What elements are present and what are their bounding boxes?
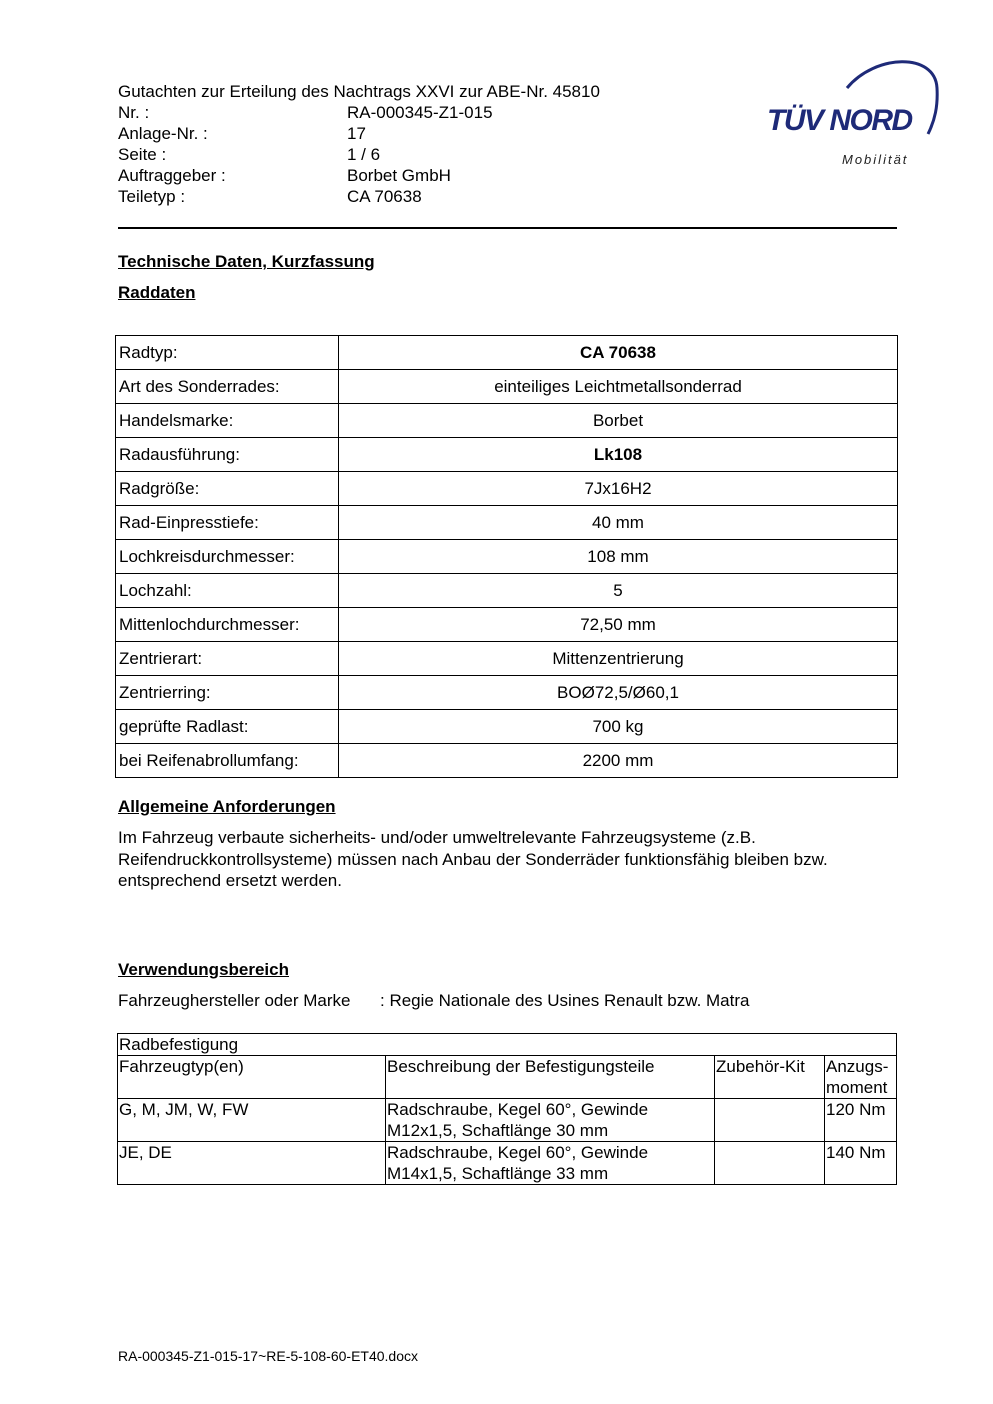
- header-label: Auftraggeber :: [118, 166, 226, 185]
- wheel-label: Lochkreisdurchmesser:: [116, 540, 339, 574]
- wheel-value: CA 70638: [339, 336, 898, 370]
- cell-kit: [715, 1142, 825, 1185]
- wheel-label: Zentrierart:: [116, 642, 339, 676]
- heading-allgemein: Allgemeine Anforderungen: [118, 797, 336, 816]
- wheel-value: einteiliges Leichtmetallsonderrad: [339, 370, 898, 404]
- table-row: [116, 404, 898, 438]
- paragraph-line: Im Fahrzeug verbaute sicherheits- und/oder umweltrelevante Fahrzeugsysteme (z.B.: [118, 828, 756, 847]
- table-row: [118, 1034, 897, 1056]
- wheel-label: Mittenlochdurchmesser:: [116, 608, 339, 642]
- wheel-value: 72,50 mm: [339, 608, 898, 642]
- logo-brand: TÜV NORD: [767, 104, 912, 137]
- header-label: Teiletyp :: [118, 187, 186, 206]
- cell-kit: [715, 1099, 825, 1142]
- wheel-value: Borbet: [339, 404, 898, 438]
- header-row-nr: [118, 102, 600, 123]
- wheel-value: 700 kg: [339, 710, 898, 744]
- header-row-anlage: [118, 123, 600, 144]
- wheel-value: Mittenzentrierung: [339, 642, 898, 676]
- verwendung-value: : Regie Nationale des Usines Renault bzw. Matra: [380, 991, 750, 1010]
- wheel-label: Art des Sonderrades:: [116, 370, 339, 404]
- header-row-auftraggeber: [118, 165, 600, 186]
- cell-moment: 140 Nm: [825, 1142, 897, 1185]
- table-row: [116, 642, 898, 676]
- column-header: Fahrzeugtyp(en): [118, 1056, 386, 1099]
- wheel-label: geprüfte Radlast:: [116, 710, 339, 744]
- cell-moment: 120 Nm: [825, 1099, 897, 1142]
- header-value: 17: [347, 124, 366, 143]
- header-label: Seite :: [118, 145, 167, 164]
- table-row: [116, 540, 898, 574]
- header-title: Gutachten zur Erteilung des Nachtrags XXVI zur ABE-Nr. 45810: [118, 82, 600, 101]
- footer-filename: RA-000345-Z1-015-17~RE-5-108-60-ET40.docx: [118, 1348, 418, 1364]
- wheel-value: BOØ72,5/Ø60,1: [339, 676, 898, 710]
- table-row: [116, 574, 898, 608]
- wheel-value: 108 mm: [339, 540, 898, 574]
- document-header: [118, 81, 600, 207]
- wheel-value: 7Jx16H2: [339, 472, 898, 506]
- heading-verwendung: Verwendungsbereich: [118, 960, 289, 979]
- paragraph-line: Reifendruckkontrollsysteme) müssen nach Anbau der Sonderräder funktionsfähig bleiben bzw.: [118, 849, 828, 869]
- table-row: [116, 744, 898, 778]
- wheel-label: Radgröße:: [116, 472, 339, 506]
- paragraph-line: entsprechend ersetzt werden.: [118, 871, 342, 890]
- table-row: [116, 370, 898, 404]
- wheel-value: 2200 mm: [339, 744, 898, 778]
- table-row: [116, 506, 898, 540]
- header-label: Nr. :: [118, 103, 150, 122]
- wheel-value: 40 mm: [339, 506, 898, 540]
- verwendung-label: Fahrzeughersteller oder Marke: [118, 991, 351, 1010]
- cell-line: M14x1,5, Schaftlänge 33 mm: [387, 1164, 609, 1183]
- table-row: [116, 472, 898, 506]
- cell-typ: JE, DE: [118, 1142, 386, 1185]
- table-row: [116, 676, 898, 710]
- table-header-row: [118, 1056, 897, 1099]
- wheel-label: bei Reifenabrollumfang:: [116, 744, 339, 778]
- table-row: [118, 1142, 897, 1185]
- header-value: Borbet GmbH: [347, 166, 451, 185]
- header-line: moment: [826, 1078, 888, 1097]
- table-row: [116, 336, 898, 370]
- column-header: Beschreibung der Befestigungsteile: [386, 1056, 715, 1099]
- header-value: 1 / 6: [347, 145, 381, 164]
- cell-line: M12x1,5, Schaftlänge 30 mm: [387, 1121, 609, 1140]
- cell-beschreibung: [386, 1099, 715, 1142]
- table-row: [116, 710, 898, 744]
- verwendung-line: [118, 991, 749, 1011]
- heading-raddaten: Raddaten: [118, 283, 196, 302]
- logo-subtitle: Mobilität: [842, 152, 909, 167]
- wheel-label: Zentrierring:: [116, 676, 339, 710]
- wheel-label: Handelsmarke:: [116, 404, 339, 438]
- wheel-value: 5: [339, 574, 898, 608]
- wheel-label: Radtyp:: [116, 336, 339, 370]
- header-label: Anlage-Nr. :: [118, 124, 208, 143]
- wheel-value: Lk108: [339, 438, 898, 472]
- cell-typ: G, M, JM, W, FW: [118, 1099, 386, 1142]
- radbefestigung-table: [117, 1033, 897, 1185]
- header-value: RA-000345-Z1-015: [347, 103, 493, 122]
- wheel-label: Rad-Einpresstiefe:: [116, 506, 339, 540]
- allgemein-paragraph: [118, 827, 908, 892]
- table-row: [118, 1099, 897, 1142]
- header-line: Anzugs-: [826, 1057, 889, 1076]
- wheel-data-table: [115, 335, 898, 778]
- table-title: Radbefestigung: [118, 1034, 897, 1056]
- cell-line: Radschraube, Kegel 60°, Gewinde: [387, 1100, 649, 1119]
- heading-tech: Technische Daten, Kurzfassung: [118, 252, 375, 271]
- header-value: CA 70638: [347, 187, 422, 206]
- table-row: [116, 608, 898, 642]
- wheel-label: Lochzahl:: [116, 574, 339, 608]
- header-row-seite: [118, 144, 600, 165]
- wheel-label: Radausführung:: [116, 438, 339, 472]
- header-divider: [118, 227, 897, 229]
- table-row: [116, 438, 898, 472]
- cell-line: Radschraube, Kegel 60°, Gewinde: [387, 1143, 649, 1162]
- column-header: [825, 1056, 897, 1099]
- column-header: Zubehör-Kit: [715, 1056, 825, 1099]
- header-row-teiletyp: [118, 186, 600, 207]
- tuv-nord-logo: [765, 58, 940, 170]
- cell-beschreibung: [386, 1142, 715, 1185]
